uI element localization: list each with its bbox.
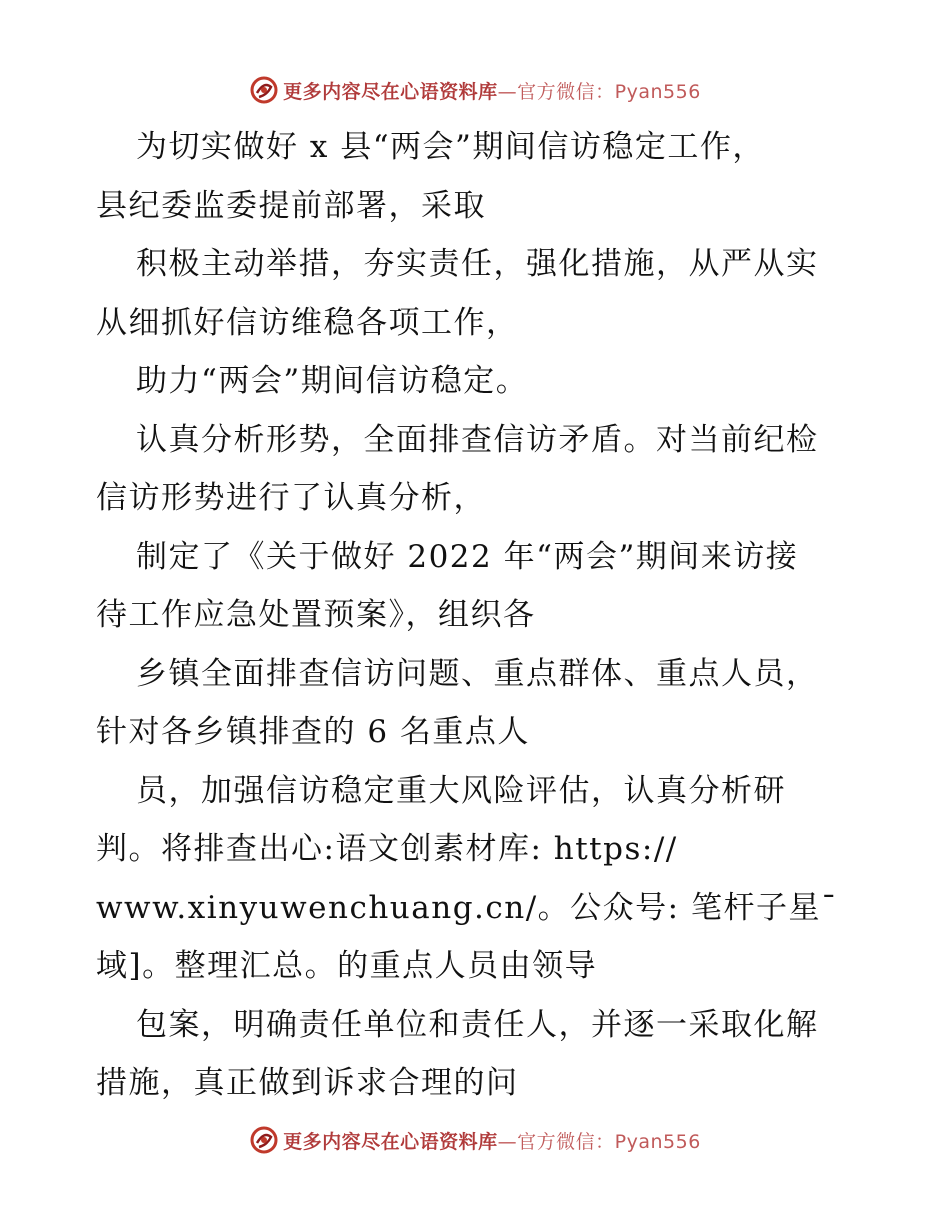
text-line: 乡镇全面排查信访问题、重点群体、重点人员， bbox=[136, 655, 819, 692]
text-line: 待工作应急处置预案》，组织各 bbox=[96, 597, 536, 633]
text-line: www.xinyuwenchuang.cn/。公众号: 笔杆子星¯ bbox=[96, 889, 838, 926]
text-line: 积极主动举措，夯实责任，强化措施，从严从实 bbox=[136, 246, 819, 282]
red-swirl-logo-icon bbox=[249, 75, 279, 105]
red-swirl-logo-icon bbox=[249, 1125, 279, 1155]
footer-watermark bbox=[0, 1122, 950, 1158]
text-line: 助力“两会”期间信访稳定。 bbox=[136, 363, 529, 399]
text-line: 为切实做好 x 县“两会”期间信访稳定工作， bbox=[136, 129, 765, 165]
watermark-brand: 更多内容尽在心语资料库 bbox=[283, 1130, 498, 1153]
text-line: 信访形势进行了认真分析， bbox=[96, 480, 486, 516]
text-line: 包案，明确责任单位和责任人，并逐一采取化解 bbox=[136, 1006, 819, 1043]
watermark-separator: — bbox=[497, 1130, 518, 1153]
watermark-suffix: 官方微信：Pyan556 bbox=[517, 80, 701, 103]
text-line: 县纪委监委提前部署，采取 bbox=[96, 187, 486, 224]
text-line: 判。将排查出心:语文创素材库: https:// bbox=[96, 831, 678, 867]
text-line: 从细抓好信访维稳各项工作， bbox=[96, 304, 519, 341]
watermark-separator: — bbox=[497, 80, 518, 103]
document-body bbox=[96, 118, 866, 1113]
watermark-text bbox=[283, 77, 701, 104]
text-line: 域]。整理汇总。的重点人员由领导 bbox=[96, 948, 598, 984]
watermark-text bbox=[283, 1127, 701, 1154]
text-line: 针对各乡镇排查的 6 名重点人 bbox=[96, 714, 530, 750]
text-line: 员，加强信访稳定重大风险评估，认真分析研 bbox=[136, 772, 786, 809]
watermark-suffix: 官方微信：Pyan556 bbox=[517, 1130, 701, 1153]
header-watermark bbox=[0, 72, 950, 108]
text-line: 认真分析形势，全面排查信访矛盾。对当前纪检 bbox=[136, 421, 819, 458]
text-line: 措施，真正做到诉求合理的问 bbox=[96, 1065, 519, 1101]
watermark-brand: 更多内容尽在心语资料库 bbox=[283, 80, 498, 103]
text-line: 制定了《关于做好 2022 年“两会”期间来访接 bbox=[136, 538, 799, 575]
